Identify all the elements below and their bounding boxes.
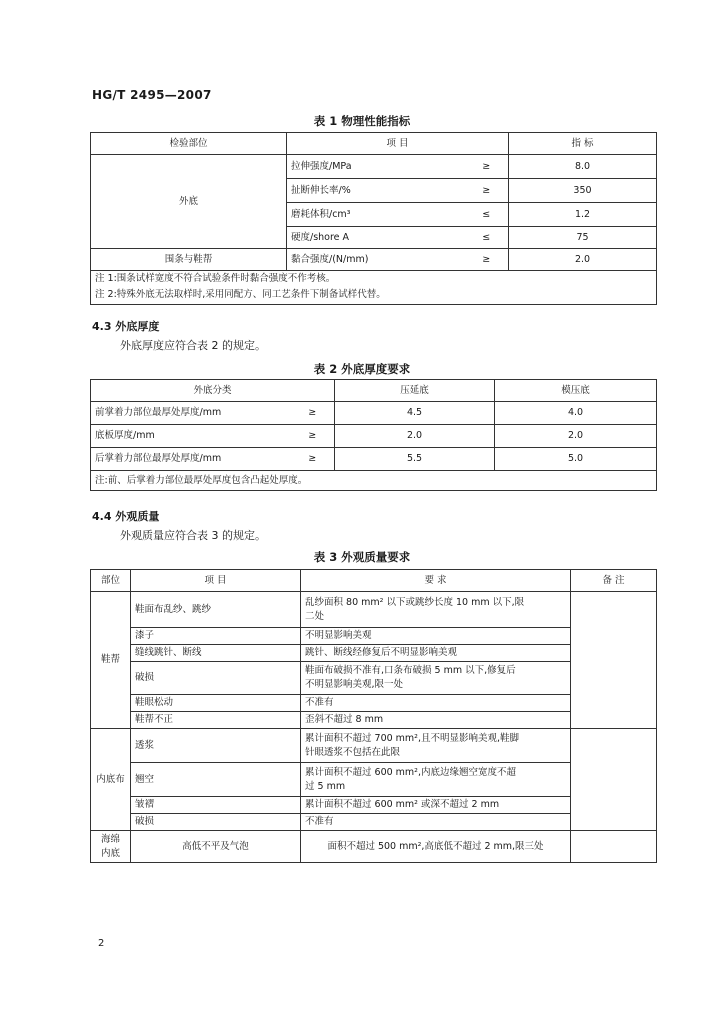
table1-note: 注 1:围条试样宽度不符合试验条件时黏合强度不作考核。 — [91, 271, 657, 287]
physical-properties-table — [90, 132, 657, 305]
table-cell: 8.0 — [509, 155, 657, 179]
table-cell: 累计面积不超过 600 mm²,内底边缘翘空宽度不超 过 5 mm — [301, 763, 571, 797]
outsole-thickness-table — [90, 379, 657, 491]
table-cell: 75 — [509, 227, 657, 249]
table-cell: 不准有 — [301, 814, 571, 831]
table-cell: 翘空 — [131, 763, 301, 797]
table-cell: 底板厚度/mm — [91, 425, 291, 448]
table-cell: 1.2 — [509, 203, 657, 227]
section-heading: 4.4 外观质量 — [92, 510, 160, 523]
paragraph: 外观质量应符合表 3 的规定。 — [120, 529, 266, 542]
remark-cell — [571, 831, 657, 863]
table-cell: ≥ — [465, 179, 509, 203]
table2-head-class: 外底分类 — [91, 380, 335, 402]
table-cell: 累计面积不超过 600 mm² 或深不超过 2 mm — [301, 797, 571, 814]
table3-caption: 表 3 外观质量要求 — [313, 550, 411, 564]
remark-cell — [571, 592, 657, 729]
paragraph: 外底厚度应符合表 2 的规定。 — [120, 339, 266, 352]
table-cell: 5.0 — [495, 448, 657, 471]
table-cell: 硬度/shore A — [287, 227, 465, 249]
table3-head-item: 项 目 — [131, 570, 301, 592]
table-cell: ≤ — [465, 227, 509, 249]
appearance-quality-table — [90, 569, 657, 863]
table-cell: 不明显影响美观 — [301, 628, 571, 645]
table-cell: 鞋面布破损不准有,口条布破损 5 mm 以下,修复后 不明显影响美观,限一处 — [301, 662, 571, 695]
table-cell: 2.0 — [335, 425, 495, 448]
table-cell: ≥ — [291, 402, 335, 425]
table-cell: 350 — [509, 179, 657, 203]
insole-label: 内底布 — [91, 729, 131, 831]
table-cell: 漆子 — [131, 628, 301, 645]
table-cell: 不准有 — [301, 695, 571, 712]
table3-head-remark: 备 注 — [571, 570, 657, 592]
table2-note: 注:前、后掌着力部位最厚处厚度包含凸起处厚度。 — [91, 471, 657, 491]
table-cell: 面积不超过 500 mm²,高底低不超过 2 mm,限三处 — [301, 831, 571, 863]
table-cell: 缝线跳针、断线 — [131, 645, 301, 662]
table-cell: 4.5 — [335, 402, 495, 425]
table-cell: 鞋面布乱纱、跳纱 — [131, 592, 301, 628]
table-cell: 鞋眼松动 — [131, 695, 301, 712]
table2-caption: 表 2 外底厚度要求 — [313, 362, 411, 376]
table-cell: 前掌着力部位最厚处厚度/mm — [91, 402, 291, 425]
table-cell: 后掌着力部位最厚处厚度/mm — [91, 448, 291, 471]
table-cell: 乱纱面积 80 mm² 以下或跳纱长度 10 mm 以下,限 二处 — [301, 592, 571, 628]
table-cell: 拉伸强度/MPa — [287, 155, 465, 179]
remark-cell — [571, 729, 657, 831]
table3-head-req: 要 求 — [301, 570, 571, 592]
table-cell: 累计面积不超过 700 mm²,且不明显影响美观,鞋脚 针眼透浆不包括在此限 — [301, 729, 571, 763]
table-cell: 歪斜不超过 8 mm — [301, 712, 571, 729]
table2-head-b: 模压底 — [495, 380, 657, 402]
table-cell: 围条与鞋帮 — [91, 249, 287, 271]
table2-head-a: 压延底 — [335, 380, 495, 402]
table1-note: 注 2:特殊外底无法取样时,采用同配方、同工艺条件下制备试样代替。 — [91, 287, 657, 305]
table3-head-part: 部位 — [91, 570, 131, 592]
table-cell: 破损 — [131, 662, 301, 695]
table-cell: 黏合强度/(N/mm) — [287, 249, 465, 271]
table-cell: 高低不平及气泡 — [131, 831, 301, 863]
table1-head-part: 检验部位 — [91, 133, 287, 155]
table-cell: 5.5 — [335, 448, 495, 471]
table1-head-value: 指 标 — [509, 133, 657, 155]
page-number: 2 — [98, 938, 105, 949]
table-cell: 4.0 — [495, 402, 657, 425]
table-cell: ≤ — [465, 203, 509, 227]
table-cell: 扯断伸长率/% — [287, 179, 465, 203]
table-cell: ≥ — [291, 448, 335, 471]
sponge-insole-label: 海绵 内底 — [91, 831, 131, 863]
table-cell: ≥ — [465, 249, 509, 271]
table-cell: 2.0 — [509, 249, 657, 271]
table-cell: 跳针、断线经修复后不明显影响美观 — [301, 645, 571, 662]
table-cell: 皱褶 — [131, 797, 301, 814]
table-cell: 鞋帮不正 — [131, 712, 301, 729]
table-cell: ≥ — [465, 155, 509, 179]
section-heading: 4.3 外底厚度 — [92, 320, 160, 333]
upper-label: 鞋帮 — [91, 592, 131, 729]
outsole-label: 外底 — [91, 155, 287, 249]
table-cell: 透浆 — [131, 729, 301, 763]
table-cell: 2.0 — [495, 425, 657, 448]
table1-caption: 表 1 物理性能指标 — [313, 114, 411, 128]
table-cell: 磨耗体积/cm³ — [287, 203, 465, 227]
standard-code: HG/T 2495—2007 — [92, 88, 212, 102]
table1-head-item: 项 目 — [287, 133, 509, 155]
table-cell: 破损 — [131, 814, 301, 831]
table-cell: ≥ — [291, 425, 335, 448]
